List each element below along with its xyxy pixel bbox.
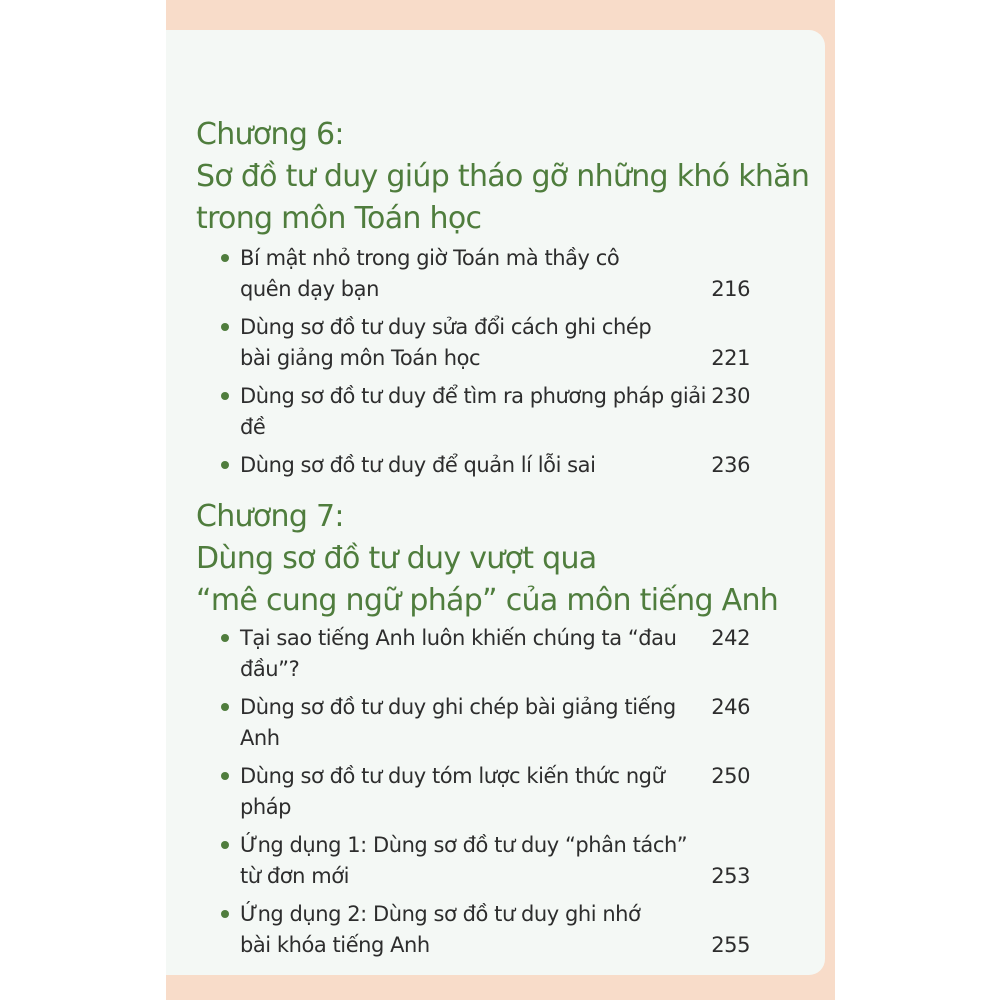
chapter-6-heading — [196, 114, 809, 240]
entry-page-number: 236 — [711, 453, 750, 477]
bullet-dot-icon — [221, 323, 229, 331]
bullet-dot-icon — [221, 841, 229, 849]
entry-page-number: 250 — [711, 764, 750, 788]
chapter-7-entries — [210, 623, 770, 968]
toc-entry — [210, 899, 770, 961]
bullet-dot-icon — [221, 703, 229, 711]
entry-title: Tại sao tiếng Anh luôn khiến chúng ta “đau đầu”? — [240, 626, 677, 681]
entry-page-number: 230 — [711, 384, 750, 408]
bullet-dot-icon — [221, 772, 229, 780]
bullet-dot-icon — [221, 910, 229, 918]
chapter-6-entries — [210, 243, 770, 488]
entry-title: Bí mật nhỏ trong giờ Toán mà thầy cô quên dạy bạn — [240, 246, 620, 301]
toc-entry — [210, 243, 770, 305]
entry-title: Dùng sơ đồ tư duy sửa đổi cách ghi chép bài giảng môn Toán học — [240, 315, 652, 370]
bullet-dot-icon — [221, 461, 229, 469]
entry-title: Dùng sơ đồ tư duy để tìm ra phương pháp giải đề — [240, 384, 707, 439]
chapter-title-line: “mê cung ngữ pháp” của môn tiếng Anh — [196, 583, 779, 618]
chapter-label: Chương 6: — [196, 117, 344, 152]
entry-page-number: 216 — [711, 277, 750, 301]
bullet-dot-icon — [221, 634, 229, 642]
chapter-title-line: Sơ đồ tư duy giúp tháo gỡ những khó khăn — [196, 159, 810, 194]
chapter-label: Chương 7: — [196, 499, 344, 534]
entry-page-number: 242 — [711, 626, 750, 650]
toc-entry — [210, 692, 770, 754]
entry-title: Ứng dụng 1: Dùng sơ đồ tư duy “phân tách” từ đơn mới — [240, 833, 688, 888]
entry-page-number: 253 — [711, 864, 750, 888]
bullet-dot-icon — [221, 254, 229, 262]
toc-entry — [210, 761, 770, 823]
chapter-7-heading — [196, 496, 778, 622]
toc-entry — [210, 450, 770, 481]
toc-entry — [210, 830, 770, 892]
entry-page-number: 255 — [711, 933, 750, 957]
entry-title: Dùng sơ đồ tư duy để quản lí lỗi sai — [240, 453, 596, 477]
entry-page-number: 221 — [711, 346, 750, 370]
toc-entry — [210, 623, 770, 685]
toc-entry — [210, 312, 770, 374]
chapter-title-line: trong môn Toán học — [196, 201, 482, 236]
entry-title: Ứng dụng 2: Dùng sơ đồ tư duy ghi nhớ bài khóa tiếng Anh — [240, 902, 641, 957]
entry-page-number: 246 — [711, 695, 750, 719]
chapter-title-line: Dùng sơ đồ tư duy vượt qua — [196, 541, 597, 576]
toc-entry — [210, 381, 770, 443]
bullet-dot-icon — [221, 392, 229, 400]
entry-title: Dùng sơ đồ tư duy tóm lược kiến thức ngữ pháp — [240, 764, 665, 819]
entry-title: Dùng sơ đồ tư duy ghi chép bài giảng tiếng Anh — [240, 695, 676, 750]
